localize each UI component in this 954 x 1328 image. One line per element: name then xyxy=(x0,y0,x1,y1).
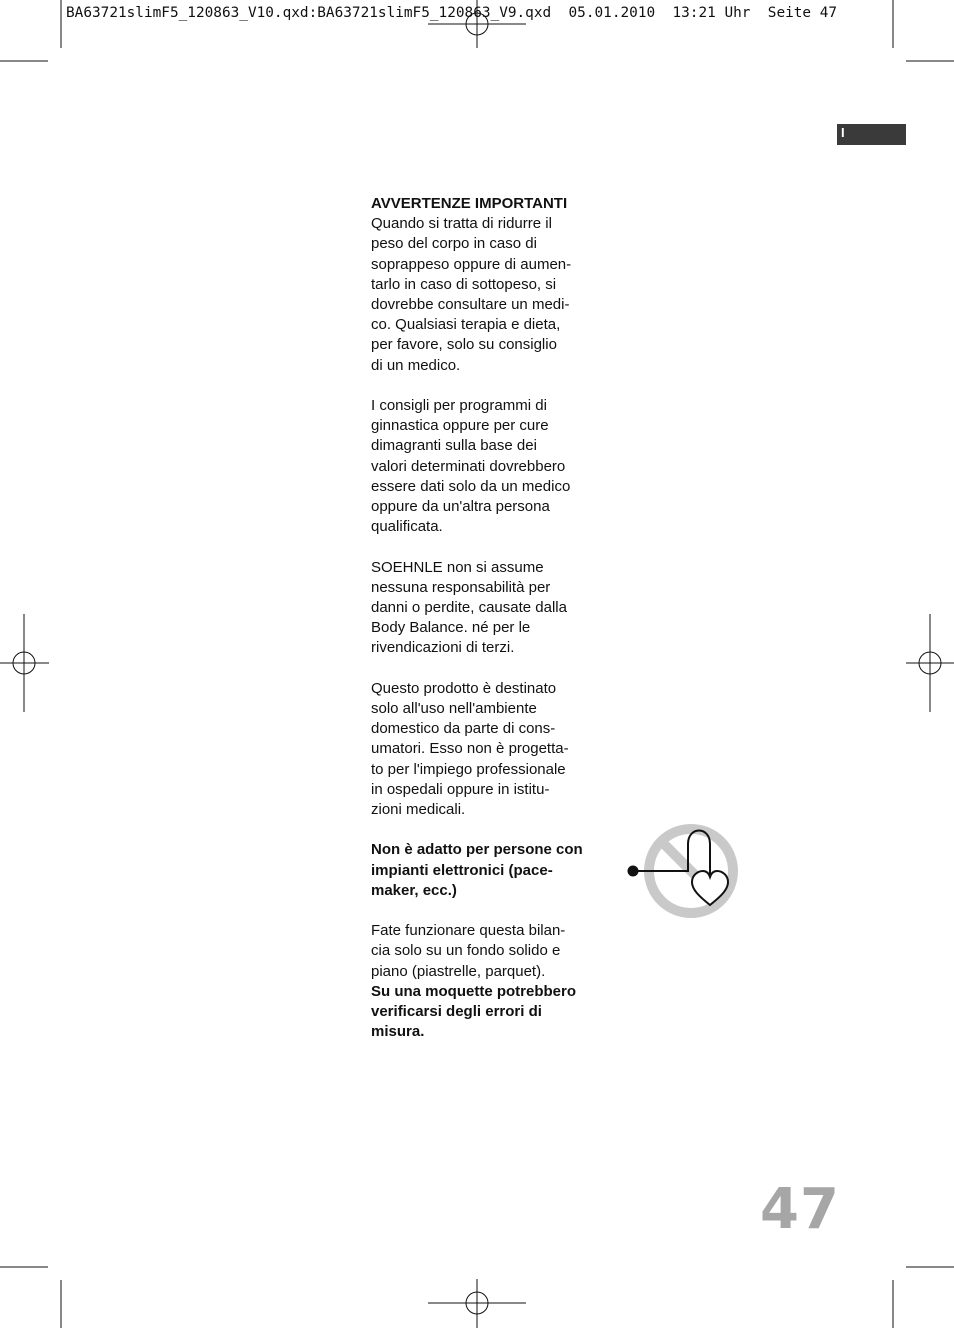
paragraph xyxy=(371,558,595,659)
text-line: solo all'uso nell'ambiente xyxy=(371,700,537,718)
text-line: to per l'impiego professionale xyxy=(371,760,566,778)
text-line: soprappeso oppure di aumen- xyxy=(371,255,572,273)
text-line: co. Qualsiasi terapia e dieta, xyxy=(371,316,561,334)
text-line: Fate funzionare questa bilan- xyxy=(371,922,566,940)
print-header: BA63721slimF5_120863_V10.qxd:BA63721slimF5_120863_V9.qxd 05.01.2010 13:21 Uhr Seite 47 xyxy=(66,5,838,21)
text-line: piano (piastrelle, parquet). xyxy=(371,962,546,980)
text-line: I consigli per programmi di xyxy=(371,397,547,415)
paragraph xyxy=(371,194,595,376)
text-line: di un medico. xyxy=(371,356,461,374)
text-line: ginnastica oppure per cure xyxy=(371,417,549,435)
text-line: nessuna responsabilità per xyxy=(371,578,551,596)
text-line: misura. xyxy=(371,1023,425,1041)
text-line: Non è adatto per persone con xyxy=(371,841,583,859)
text-line: dovrebbe consultare un medi- xyxy=(371,296,570,314)
text-line: umatori. Esso non è progetta- xyxy=(371,740,569,758)
text-line: rivendicazioni di terzi. xyxy=(371,639,515,657)
page-number: 47 xyxy=(760,1177,840,1242)
text-line: per favore, solo su consiglio xyxy=(371,336,557,354)
text-line: cia solo su un fondo solido e xyxy=(371,942,561,960)
text-line: valori determinati dovrebbero xyxy=(371,457,566,475)
text-line: impianti elettronici (pace- xyxy=(371,861,553,879)
warnings-text-column xyxy=(371,194,595,1063)
text-line: verificarsi degli errori di xyxy=(371,1003,542,1021)
paragraph xyxy=(371,921,595,1042)
text-line: in ospedali oppure in istitu- xyxy=(371,780,550,798)
text-line: dimagranti sulla base dei xyxy=(371,437,537,455)
text-line: Questo prodotto è destinato xyxy=(371,679,557,697)
text-line: Body Balance. né per le xyxy=(371,619,531,637)
language-tab: I xyxy=(837,124,906,145)
text-line: danni o perdite, causate dalla xyxy=(371,599,567,617)
paragraph xyxy=(371,679,595,820)
text-line: maker, ecc.) xyxy=(371,881,457,899)
paragraph xyxy=(371,396,595,537)
text-line: peso del corpo in caso di xyxy=(371,235,537,253)
text-line: AVVERTENZE IMPORTANTI xyxy=(371,195,568,212)
text-line: tarlo in caso di sottopeso, si xyxy=(371,275,557,293)
no-pacemaker-icon xyxy=(620,820,745,925)
text-line: domestico da parte di cons- xyxy=(371,720,556,738)
text-line: oppure da un'altra persona xyxy=(371,498,550,516)
text-line: SOEHNLE non si assume xyxy=(371,558,544,576)
text-line: zioni medicali. xyxy=(371,801,466,819)
text-line: Su una moquette potrebbero xyxy=(371,982,577,1000)
text-line: qualificata. xyxy=(371,518,443,536)
paragraph xyxy=(371,840,595,901)
text-line: Quando si tratta di ridurre il xyxy=(371,215,552,233)
text-line: essere dati solo da un medico xyxy=(371,477,571,495)
